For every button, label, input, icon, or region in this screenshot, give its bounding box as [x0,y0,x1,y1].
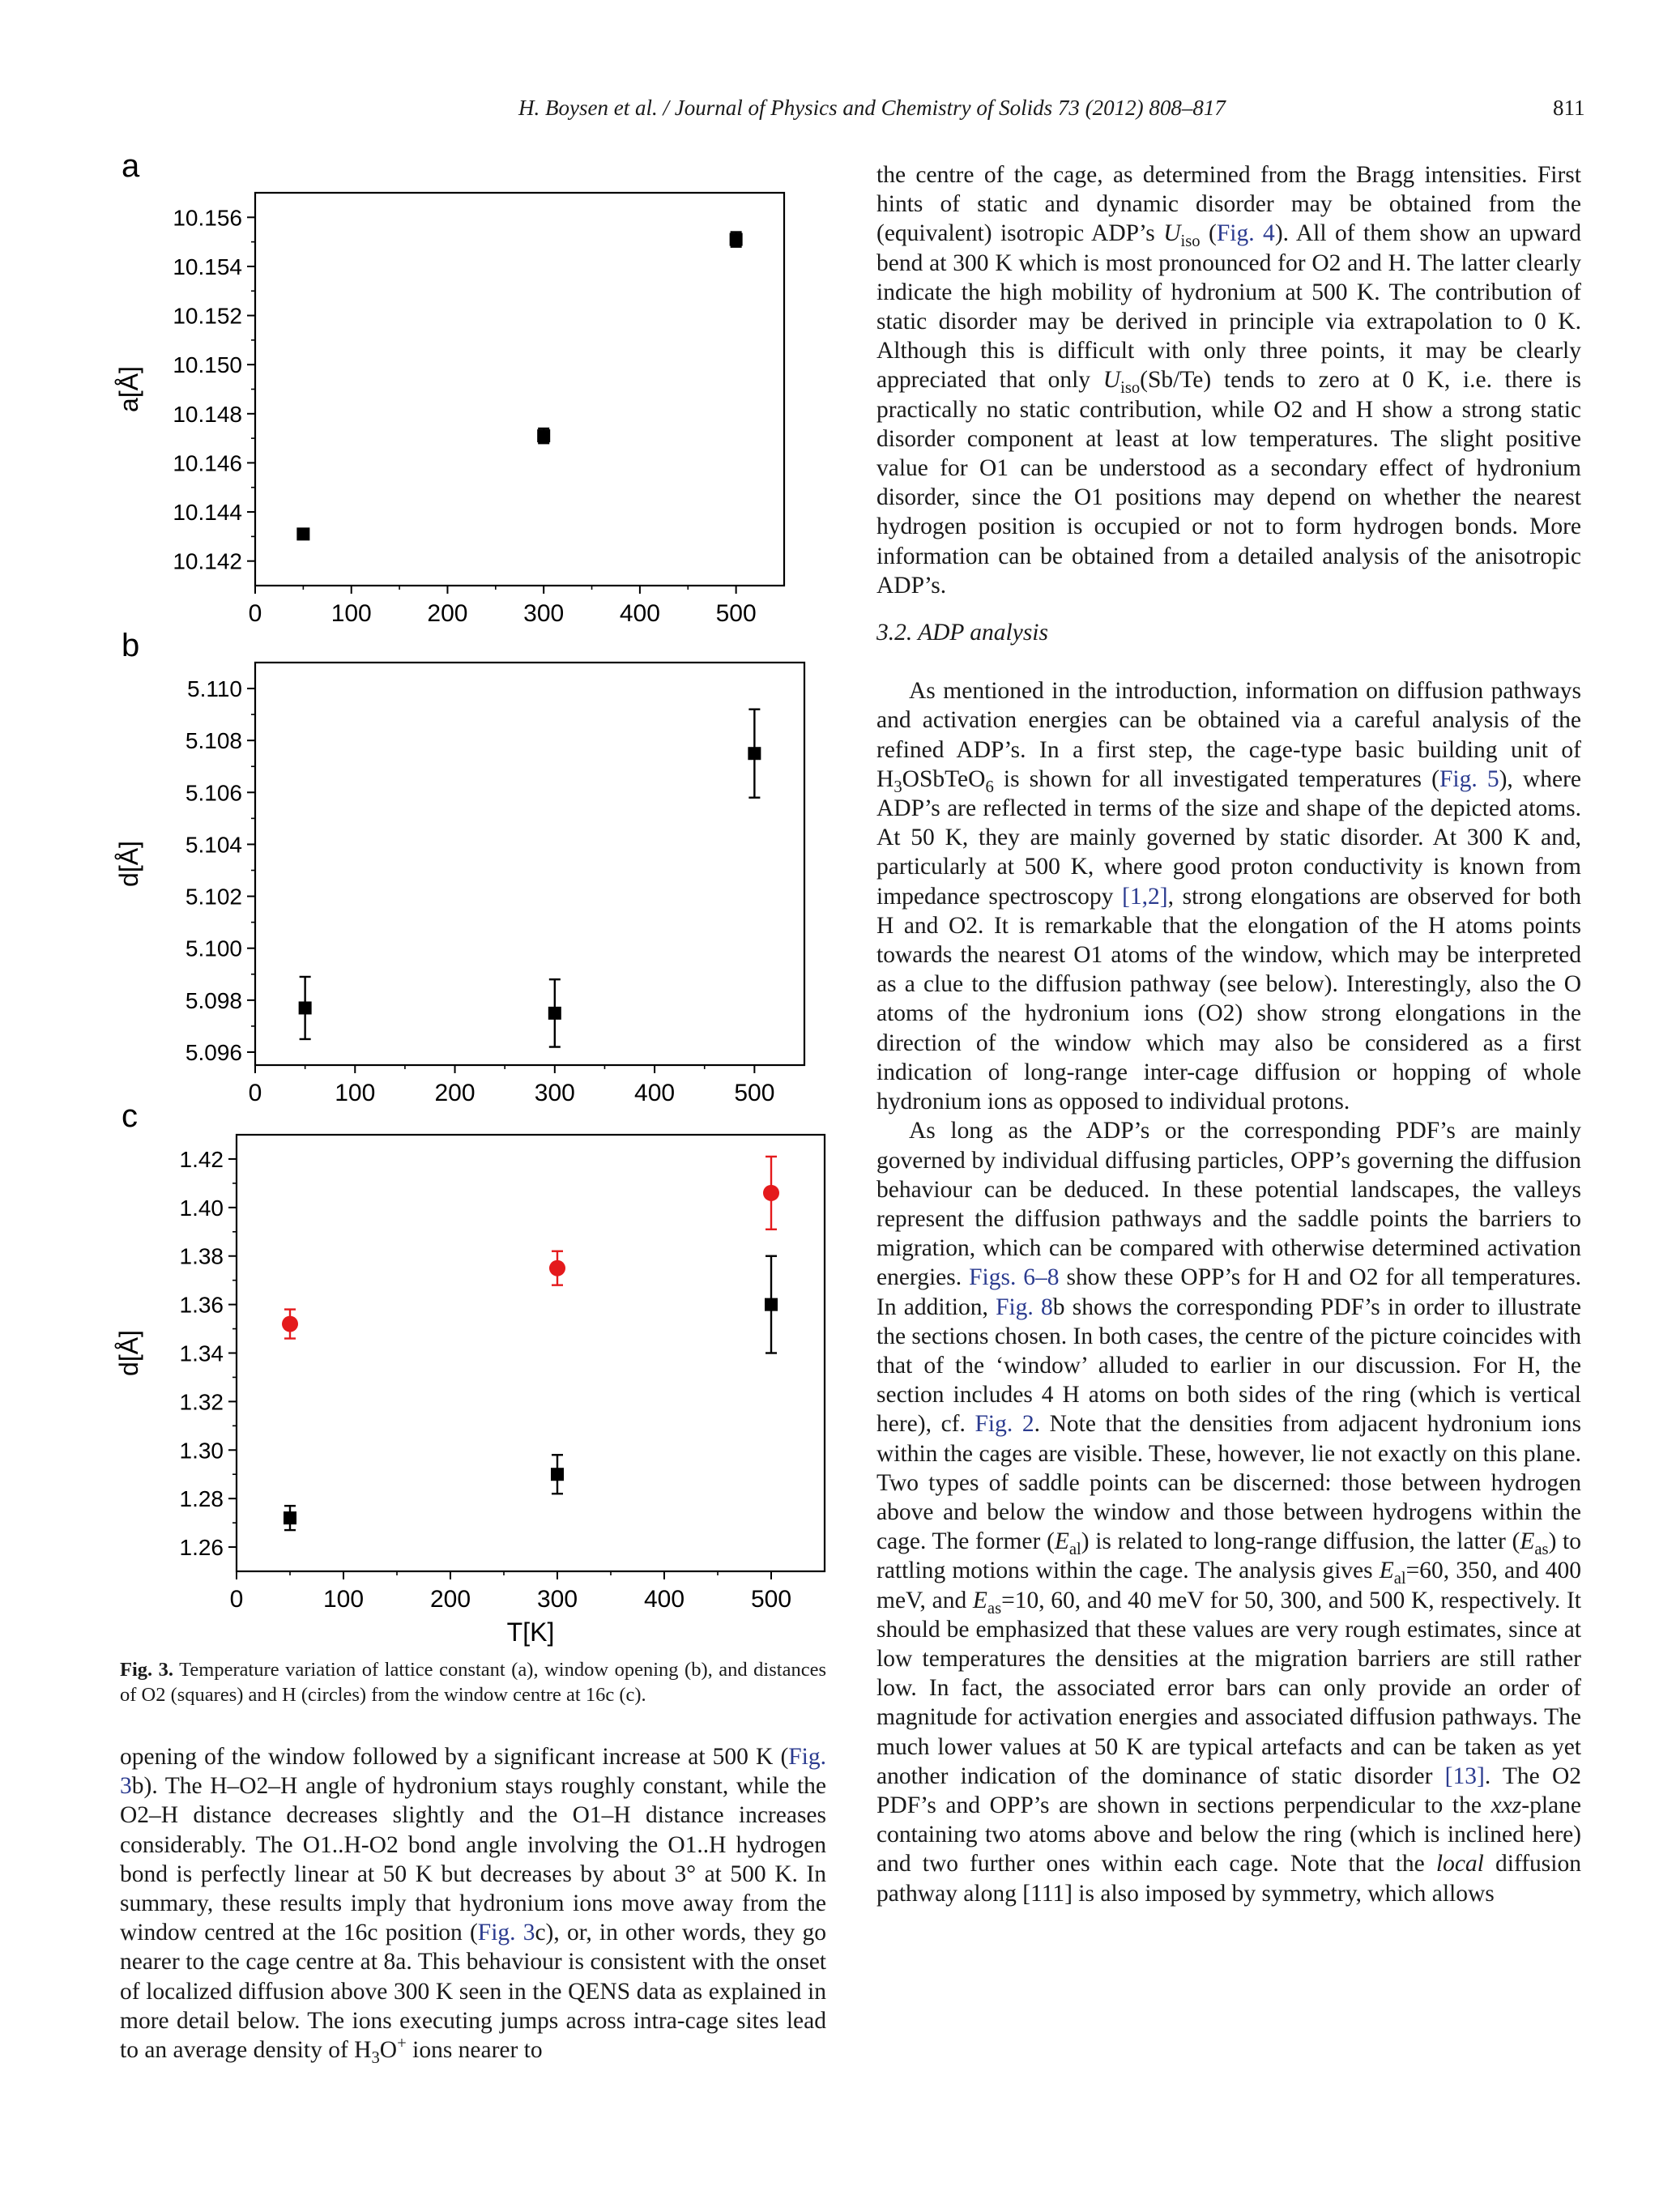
caption-text: Temperature variation of lattice constant (a), window opening (b), and distances of O2 (squares) and H (circles) from the window centre at 16c (c). [120,1659,826,1706]
y-tick-label: 1.32 [179,1389,224,1415]
data-point-square [548,1007,561,1020]
x-tick-label: 200 [434,1080,476,1106]
x-tick-label: 400 [643,1586,685,1613]
y-tick-label: 5.098 [185,987,242,1013]
x-tick-label: 300 [523,600,565,627]
fig-ref-link[interactable]: Fig. 2 [975,1411,1034,1438]
y-tick-label: 1.26 [179,1535,224,1561]
chart-panel-a [114,152,784,627]
section-heading: 3.2. ADP analysis [876,620,1048,646]
y-axis-label: d[Å] [114,1330,143,1376]
y-tick-label: 5.100 [185,936,242,961]
data-point-square [299,1001,312,1014]
fig-ref-link[interactable]: Fig. 5 [1439,765,1499,792]
y-tick-label: 10.154 [173,254,242,279]
data-point-square [537,429,550,442]
data-point-square [748,747,761,760]
data-point-circle [282,1316,298,1332]
fig-ref-link[interactable]: Fig. 8 [996,1294,1053,1320]
paragraph: the centre of the cage, as determined from the Bragg intensities. First hints of static and dynamic disorder may be obtained from the (equivalent) isotropic ADP’s $U_{iso}$ (Fig. 4). All of them show an upward bend at 300 K which is most pronounced for O2 and H. The latter clearly indicate the high mobility of hydronium at 500 K. The contribution of static disorder may be derived in principle via extrapolation to 0 K. Although this is difficult with only three points, it may be clearly appreciated that only $U_{iso}(Sb/Te)$ tends to zero at 0 K, i.e. there is practically no static contribution, while O2 and H show a strong static disorder component at least at low temperatures. The slight positive value for O1 can be understood as a secondary effect of hydronium disorder, since the O1 positions may depend on whether the nearest hydrogen position is occupied or not to form hydrogen bonds. More information can be obtained from a detailed analysis of the anisotropic ADP’s. [876,162,1582,599]
paragraph: As mentioned in the introduction, information on diffusion pathways and activation energies can be obtained via a careful analysis of the refined ADP’s. In a first step, the cage-type basic building unit of $H_3OSbTeO_6$ is shown for all investigated temperatures (Fig. 5), where ADP’s are reflected in terms of the size and shape of the depicted atoms. At 50 K, they are mainly governed by static disorder. At 300 K and, particularly at 500 K, where good proton conductivity is known from impedance spectroscopy [1,2], strong elongations are observed for both H and O2. It is remarkable that the elongation of the H atoms points towards the nearest O1 atoms of the window, which may be interpreted as a clue to the diffusion pathway (see below). Interestingly, also the O atoms of the hydronium ions (O2) show strong elongations in the direction of the window which may also be considered as a first indication of long-range inter-cage diffusion or hopping of whole hydronium ions as opposed to individual protons. [876,678,1581,1115]
data-point-square [296,527,309,540]
fig-ref-link[interactable]: Figs. 6–8 [969,1264,1060,1291]
caption-label: Fig. 3. [120,1659,174,1681]
figure-3-plots [113,152,842,1675]
chart-panel-b [114,628,804,1106]
citation-link[interactable]: [13] [1444,1762,1485,1789]
fig-ref-link[interactable]: Fig. 3 [477,1920,535,1946]
y-tick-label: 5.096 [185,1039,242,1065]
y-tick-label: 10.150 [173,352,242,378]
x-tick-label: 200 [427,600,468,627]
page-number: 811 [1553,96,1585,120]
y-tick-label: 10.152 [173,303,242,329]
figure-caption [120,1657,826,1707]
data-point-square [284,1511,296,1524]
y-tick-label: 1.38 [179,1243,224,1269]
plot-frame [255,663,804,1065]
x-tick-label: 0 [248,600,262,627]
x-tick-label: 0 [229,1586,244,1613]
y-tick-label: 5.104 [185,832,242,858]
chart-panel-c [114,1098,825,1647]
data-point-circle [763,1185,779,1201]
figure-3 [113,152,842,1675]
fig-ref-link[interactable]: Fig. 4 [1216,220,1275,247]
paragraph: opening of the window followed by a significant increase at 500 K (Fig. 3b). The H–O2–H angle of hydronium stays roughly constant, while the O2–H distance decreases slightly and the O1–H distance increases considerably. The O1..H-O2 bond angle involving the O1..H hydrogen bond is perfectly linear at 50 K but decreases by about 3° at 500 K. In summary, these results imply that hydronium ions move away from the window centred at the 16c position (Fig. 3c), or, in other words, they go nearer to the cage centre at 8a. This behaviour is consistent with the onset of localized diffusion above 300 K seen in the QENS data as explained in more detail below. The ions executing jumps across intra-cage sites lead to an average density of $H_3O^+$ ions nearer to [120,1744,826,2067]
y-tick-label: 5.102 [185,884,242,910]
y-tick-label: 5.108 [185,728,242,754]
data-point-square [765,1298,778,1311]
y-axis-label: a[Å] [114,366,143,412]
citation-link[interactable]: [1,2] [1122,883,1168,910]
panel-label: c [122,1098,138,1134]
data-point-square [551,1468,564,1481]
panel-label: a [122,152,140,184]
paragraph: As long as the ADP’s or the corresponding PDF’s are mainly governed by individual diffusing particles, OPP’s governing the diffusion behaviour can be deduced. In these potential landscapes, the valleys represent the diffusion pathways and the saddle points the barriers to migration, which can be compared with otherwise determined activation energies. Figs. 6–8 show these OPP’s for H and O2 for all temperatures. In addition, Fig. 8b shows the corresponding PDF’s in order to illustrate the sections chosen. In both cases, the centre of the picture coincides with that of the ‘window’ alluded to earlier in our discussion. For H, the section includes 4 H atoms on both sides of the ring (which is vertical here), cf. Fig. 2. Note that the densities from adjacent hydronium ions within the cages are visible. These, however, lie not exactly on this plane. Two types of saddle points can be discerned: those between hydrogen above and below the window and those between hydrogens within the cage. The former $(E_{al})$ is related to long-range diffusion, the latter $(E_{as})$ to rattling motions within the cage. The analysis gives $E_{al}=60$, 350, and 400 meV, and $E_{as}=10$, 60, and 40 meV for 50, 300, and 500 K, respectively. It should be emphasized that these values are very rough estimates, since at low temperatures the densities at the migration barriers are still rather low. In fact, the associated error bars can only provide an order of magnitude for activation energies and associated diffusion pathways. The much lower values at 50 K are typical artefacts and can be taken as yet another indication of the dominance of static disorder [13]. The O2 PDF’s and OPP’s are shown in sections perpendicular to the xxz-plane containing two atoms above and below the ring (which is inclined here) and two further ones within each cage. Note that the local diffusion pathway along [111] is also imposed by symmetry, which allows [876,1118,1582,1907]
fig-ref-link[interactable]: Fig. 3 [120,1744,826,1800]
x-tick-label: 500 [715,600,757,627]
x-tick-label: 100 [335,1080,376,1106]
x-tick-label: 400 [634,1080,676,1106]
y-tick-label: 10.144 [173,500,242,526]
right-column-text [876,160,1581,1908]
running-header [0,96,1659,128]
data-point-circle [549,1260,565,1276]
y-tick-label: 10.148 [173,401,242,427]
left-column-text [120,1742,826,2065]
y-tick-label: 1.28 [179,1486,224,1512]
x-axis-label: T[K] [506,1617,555,1647]
y-tick-label: 1.42 [179,1146,224,1172]
x-tick-label: 100 [322,1586,365,1613]
y-tick-label: 1.30 [179,1438,224,1464]
y-tick-label: 10.146 [173,450,242,476]
y-axis-label: d[Å] [114,841,143,887]
x-tick-label: 300 [534,1080,575,1106]
x-tick-label: 400 [619,600,660,627]
y-tick-label: 5.110 [187,676,242,702]
x-tick-label: 300 [536,1586,578,1613]
y-tick-label: 1.40 [179,1195,224,1221]
y-tick-label: 10.156 [173,205,242,231]
x-tick-label: 500 [750,1586,792,1613]
y-tick-label: 1.36 [179,1292,224,1318]
plot-frame [237,1135,825,1571]
data-point-square [730,233,743,246]
x-tick-label: 100 [331,600,372,627]
journal-citation: H. Boysen et al. / Journal of Physics and Chemistry of Solids 73 (2012) 808–817 [518,96,1226,120]
y-tick-label: 5.106 [185,780,242,806]
plot-frame [255,193,784,586]
x-tick-label: 500 [734,1080,775,1106]
y-tick-label: 10.142 [173,548,242,574]
x-tick-label: 200 [429,1586,471,1613]
y-tick-label: 1.34 [179,1340,224,1366]
panel-label: b [122,628,140,663]
x-tick-label: 0 [248,1080,262,1106]
